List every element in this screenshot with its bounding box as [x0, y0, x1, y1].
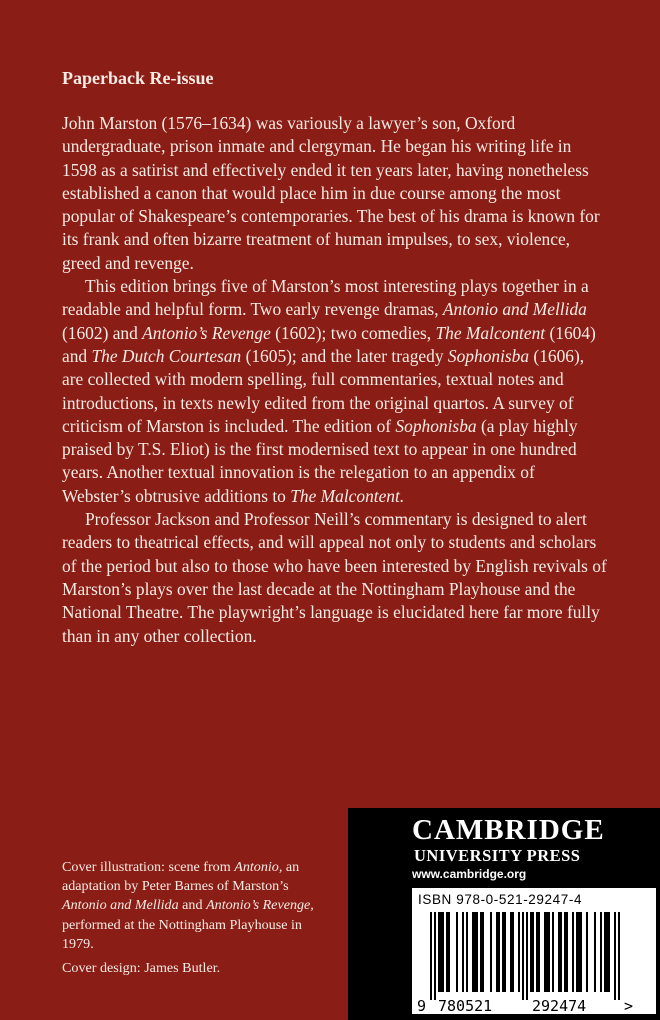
- text-run: Cover illustration: scene from: [62, 859, 235, 875]
- barcode: [412, 888, 656, 1014]
- italic-title: The Malcontent: [435, 322, 546, 343]
- text-run: (1602) and: [62, 322, 143, 343]
- barcode-panel: [412, 888, 656, 1014]
- cover-design-credit: [62, 959, 324, 978]
- text-run: (1602); two comedies,: [270, 322, 436, 343]
- barcode-quiet-zone-mark: >: [624, 997, 634, 1014]
- barcode-bar: [606, 912, 608, 992]
- barcode-bar: [618, 912, 620, 1000]
- barcode-bar: [532, 912, 534, 992]
- barcode-bar: [448, 912, 450, 992]
- cover-illustration-credit: [62, 858, 324, 954]
- barcode-bar: [548, 912, 550, 992]
- barcode-bar: [586, 912, 588, 992]
- barcode-bar: [546, 912, 548, 992]
- text-run: (1605); and the later tragedy: [241, 345, 448, 366]
- paragraph-3: [62, 508, 607, 648]
- barcode-bar: [526, 912, 528, 1000]
- italic-title: The Malcontent.: [290, 485, 405, 506]
- publisher-subtitle: UNIVERSITY PRESS: [414, 846, 581, 865]
- barcode-bar: [480, 912, 482, 992]
- barcode-bar: [564, 912, 566, 992]
- barcode-bar: [572, 912, 574, 992]
- text-run: (1604) and: [62, 322, 596, 366]
- barcode-bar: [604, 912, 606, 992]
- barcode-bar: [512, 912, 514, 992]
- italic-title: Antonio,: [234, 859, 283, 875]
- barcode-bar: [538, 912, 540, 992]
- barcode-bar: [476, 912, 478, 992]
- barcode-bar: [502, 912, 504, 992]
- barcode-right-digits: 292474: [532, 997, 587, 1014]
- text-run: Professor Jackson and Professor Neill’s commentary is designed to alert readers to theatrical effects, and will appeal not only to students and scholars of the period but also to those who have been interested by English revivals of Marston’s plays over the last decade at the Nottingham Playhouse and the National Theatre. The playwright’s language is elucidated here far more fully than in any other collection.: [62, 509, 607, 646]
- barcode-bar: [518, 912, 520, 992]
- barcode-bar: [474, 912, 476, 992]
- barcode-bar: [504, 912, 506, 992]
- barcode-bar: [560, 912, 562, 992]
- barcode-bar: [552, 912, 554, 992]
- barcode-bar: [510, 912, 512, 992]
- barcode-bar: [434, 912, 436, 1000]
- description: [62, 112, 607, 648]
- barcode-bar: [490, 912, 492, 992]
- barcode-bar: [580, 912, 582, 992]
- barcode-bar: [530, 912, 532, 992]
- italic-title: Antonio and Mellida: [62, 897, 179, 914]
- barcode-bar: [578, 912, 580, 992]
- italic-title: Antonio and Mellida: [442, 299, 587, 320]
- barcode-bar: [594, 912, 596, 992]
- publisher-name: CAMBRIDGE: [412, 814, 605, 846]
- italic-title: Sophonisba: [395, 415, 477, 436]
- text-run: This edition brings five of Marston’s most interesting plays together in a readable and helpful form. Two early revenge dramas,: [62, 276, 589, 320]
- barcode-bar: [544, 912, 546, 992]
- barcode-bar: [466, 912, 468, 992]
- barcode-bar: [576, 912, 578, 992]
- paragraph-1: [62, 112, 607, 275]
- barcode-bar: [498, 912, 500, 992]
- barcode-bar: [614, 912, 616, 1000]
- barcode-bar: [536, 912, 538, 992]
- cover-credits: [62, 858, 324, 978]
- barcode-bar: [522, 912, 524, 1000]
- barcode-bar: [496, 912, 498, 992]
- text-run: John Marston (1576–1634) was variously a lawyer’s son, Oxford undergraduate, prison inmate and clergyman. He began his writing life in 1598 as a satirist and effectively ended it ten years later, having nonetheless established a canon that would place him in due course among the most popular of Shakespeare’s contemporaries. The best of his drama is known for its frank and often bizarre treatment of human impulses, to sex, violence, greed and revenge.: [62, 113, 600, 273]
- heading: Paperback Re-issue: [62, 68, 214, 88]
- barcode-first-digit: 9: [417, 997, 427, 1014]
- paragraph-2: [62, 275, 607, 508]
- italic-title: Sophonisba: [447, 345, 530, 366]
- barcode-bar: [440, 912, 442, 992]
- italic-title: Antonio’s Revenge,: [206, 897, 314, 914]
- barcode-bar: [482, 912, 484, 992]
- barcode-bar: [456, 912, 458, 992]
- barcode-bar: [600, 912, 602, 992]
- text-run: (a play highly praised by T.S. Eliot) is the first modernised text to appear in one hundred years. Another textual innovation is the relegation to an appendix of Webster’s obtrusive additions to: [62, 415, 578, 506]
- italic-title: The Dutch Courtesan: [91, 345, 242, 366]
- barcode-bar: [608, 912, 610, 992]
- barcode-bar: [472, 912, 474, 992]
- barcode-bar: [558, 912, 560, 992]
- isbn-label: ISBN 978-0-521-29247-4: [418, 892, 583, 907]
- text-run: and: [178, 897, 207, 914]
- barcode-left-digits: 780521: [438, 997, 493, 1014]
- text-run: performed at the Nottingham Playhouse in 1979.: [62, 916, 302, 952]
- text-run: (1606), are collected with modern spelling, full commentaries, textual notes and introductions, in texts newly edited from the original quartos. A survey of criticism of Marston is included. The edition of: [62, 345, 585, 436]
- barcode-bar: [442, 912, 444, 992]
- italic-title: Antonio’s Revenge: [142, 322, 271, 343]
- barcode-bar: [446, 912, 448, 992]
- publisher-box: [348, 808, 660, 1020]
- barcode-bar: [566, 912, 568, 992]
- text-run: an adaptation by Peter Barnes of Marston’s: [62, 859, 300, 895]
- publisher-url[interactable]: www.cambridge.org: [412, 867, 527, 881]
- text-run: Cover design: James Butler.: [62, 960, 221, 977]
- barcode-bar: [430, 912, 432, 1000]
- barcode-bar: [462, 912, 464, 992]
- barcode-bar: [438, 912, 440, 992]
